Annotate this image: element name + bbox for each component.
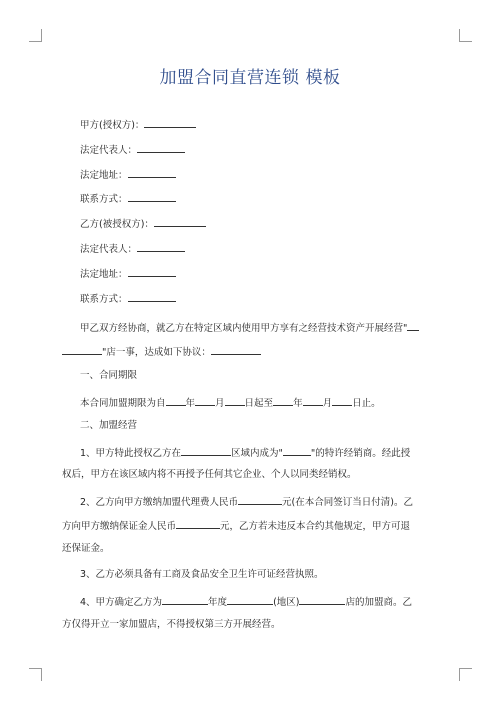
item-2-line-1 [80, 494, 413, 509]
item-4-line-1 [80, 594, 412, 609]
term-text-start: 本合同加盟期限为自 [80, 398, 166, 409]
corner-mark-top-right [459, 29, 472, 42]
blank-day-end [332, 395, 352, 406]
party-a-contact-line [80, 191, 176, 206]
intro-line-2 [62, 344, 261, 359]
blank-year-start [166, 395, 186, 406]
corner-mark-bottom-right [459, 668, 472, 681]
item-3-line-1: 3、乙方必须具备有工商及食品安全卫生许可证经营执照。 [80, 569, 324, 580]
intro-line-1 [80, 320, 419, 335]
party-b-line [80, 216, 206, 231]
blank-item-2-deposit [176, 518, 220, 529]
term-day-from: 日起至 [244, 398, 274, 409]
party-a-contact-label: 联系方式： [80, 194, 128, 205]
intro-text-2: "店一事，达成如下协议： [102, 347, 211, 358]
term-year-1: 年 [185, 398, 196, 409]
blank-party-b-address [128, 266, 176, 277]
party-b-legal-rep-line [80, 241, 185, 256]
blank-item-1-region [181, 445, 231, 456]
blank-item-1-brand [283, 445, 311, 456]
blank-party-b-legal-rep [137, 241, 185, 252]
party-a-legal-rep-label: 法定代表人： [80, 145, 138, 156]
term-year-2: 年 [293, 398, 303, 409]
item-4-text-b: 年度 [208, 597, 228, 608]
party-a-address-label: 法定地址： [80, 170, 128, 181]
term-month-2: 月 [322, 398, 333, 409]
item-2-text-d: 元，乙方若未违反本合约其他规定，甲方可退 [220, 521, 411, 532]
blank-month-start [195, 395, 215, 406]
item-2-line-2 [62, 518, 410, 533]
blank-party-a-legal-rep [137, 142, 185, 153]
corner-mark-bottom-left [29, 668, 42, 681]
blank-month-end [303, 395, 323, 406]
party-a-line [80, 117, 196, 132]
corner-mark-top-left [29, 29, 42, 42]
party-b-contact-line [80, 291, 176, 306]
item-1-text-b: 区域内成为" [231, 448, 283, 459]
item-1-text-c: "的特许经销商。经此授 [310, 448, 411, 459]
document-title: 加盟合同直营连锁 模板 [159, 68, 341, 88]
item-2-text-b: 元(在本合同签订当日付清)。乙 [282, 497, 413, 508]
blank-day-start [225, 395, 245, 406]
blank-year-end [273, 395, 293, 406]
blank-item-4-region [227, 594, 273, 605]
item-2-text-a: 2、乙方向甲方缴纳加盟代理费人民币 [80, 497, 239, 508]
party-b-label: 乙方(被授权方)： [80, 219, 154, 230]
item-1-line-2: 权后，甲方在该区域内将不再授予任何其它企业、个人以同类经销权。 [62, 469, 357, 480]
blank-party-a-address [128, 167, 176, 178]
blank-intro-3 [211, 344, 261, 355]
section-1-heading: 一、合同期限 [80, 370, 138, 381]
blank-intro-2 [62, 344, 102, 355]
party-a-label: 甲方(授权方)： [80, 120, 145, 131]
item-1-line-1 [80, 445, 410, 460]
term-day-end: 日止。 [352, 398, 381, 409]
blank-item-4-store [299, 594, 345, 605]
item-1-text-a: 1、甲方特此授权乙方在 [80, 448, 182, 459]
item-2-text-c: 方向甲方缴纳保证金人民币 [62, 521, 177, 532]
party-b-address-label: 法定地址： [80, 269, 128, 280]
party-b-contact-label: 联系方式： [80, 294, 128, 305]
blank-item-4-year [162, 594, 208, 605]
item-4-line-2: 方仅得开立一家加盟店，不得授权第三方开展经营。 [62, 619, 281, 630]
item-4-text-c: (地区) [273, 597, 300, 608]
party-a-legal-rep-line [80, 142, 185, 157]
item-4-text-a: 4、甲方确定乙方为 [80, 597, 163, 608]
party-b-legal-rep-label: 法定代表人： [80, 244, 138, 255]
party-a-address-line [80, 167, 176, 182]
blank-party-a [144, 117, 196, 128]
blank-party-b-contact [128, 291, 176, 302]
party-b-address-line [80, 266, 176, 281]
blank-party-a-contact [128, 191, 176, 202]
blank-party-b [154, 216, 206, 227]
term-month-1: 月 [215, 398, 225, 409]
section-1-paragraph [80, 395, 381, 410]
item-2-line-3: 还保证金。 [62, 543, 110, 554]
section-2-heading: 二、加盟经营 [80, 420, 138, 431]
item-4-text-d: 店的加盟商。乙 [345, 597, 412, 608]
intro-text-1: 甲乙双方经协商，就乙方在特定区域内使用甲方享有之经营技术资产开展经营" [80, 323, 408, 334]
blank-intro-1 [407, 320, 419, 331]
blank-item-2-fee [238, 494, 282, 505]
